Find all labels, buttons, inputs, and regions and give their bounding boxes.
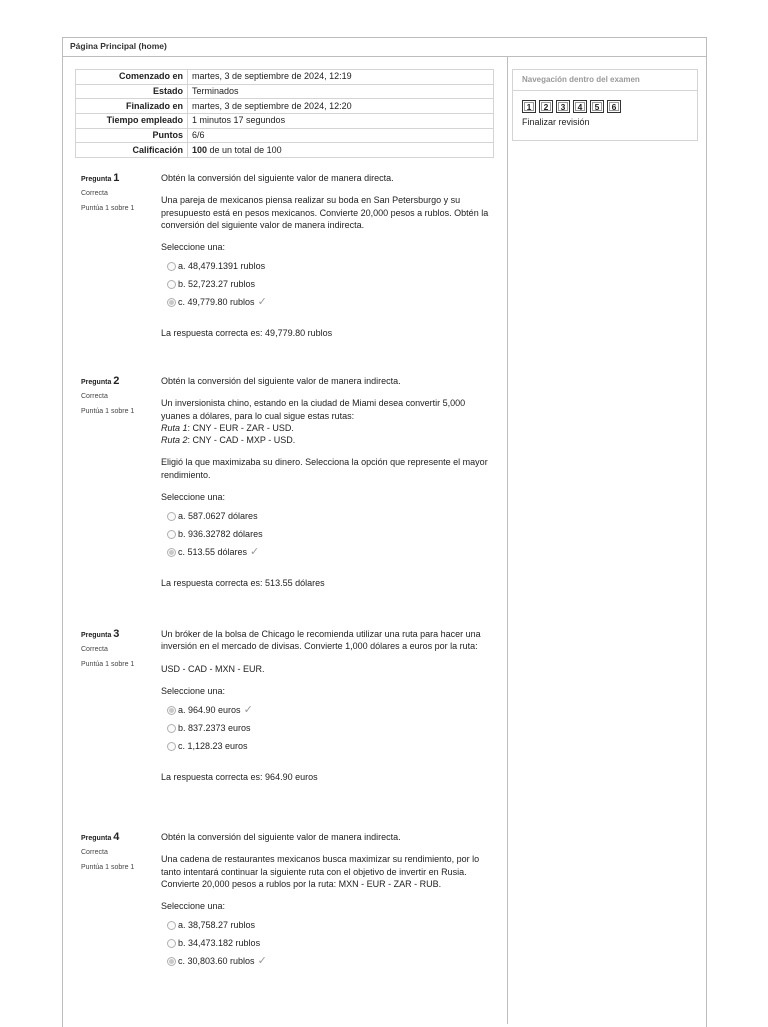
option-label: c. 513.55 dólares xyxy=(178,547,248,558)
summary-label: Finalizado en xyxy=(76,99,188,114)
question-state: Correcta xyxy=(81,190,108,197)
question-info xyxy=(81,628,159,668)
radio-icon[interactable] xyxy=(167,742,176,751)
question-number xyxy=(81,628,159,640)
question-number-value: 1 xyxy=(113,172,120,184)
summary-value: 1 minutos 17 segundos xyxy=(188,114,494,129)
option-label: c. 30,803.60 rublos xyxy=(178,956,255,967)
option-label: a. 587.0627 dólares xyxy=(178,511,258,522)
question-text: Obtén la conversión del siguiente valor de manera indirecta. xyxy=(161,376,401,386)
question-number xyxy=(81,831,159,843)
option-label: a. 38,758.27 rublos xyxy=(178,920,256,931)
radio-icon[interactable] xyxy=(167,939,176,948)
question-label: Pregunta xyxy=(81,379,112,386)
question-content xyxy=(161,375,491,590)
option-label: c. 49,779.80 rublos xyxy=(178,297,255,308)
answer-option[interactable] xyxy=(161,257,491,275)
nav-question-button[interactable]: 2 xyxy=(539,100,553,113)
question-content xyxy=(161,172,491,340)
question-text: Una pareja de mexicanos piensa realizar su boda en San Petersburgo y su presupuesto está en pesos mexicanos. Convierte 20,000 pesos a rublos. Obtén la conversión del siguiente valor de manera indirecta. xyxy=(161,195,489,230)
question-text: Un bróker de la bolsa de Chicago le recomienda utilizar una ruta para hacer una inversión en el mercado de divisas. Convierte 1,000 dólares a euros por la ruta: xyxy=(161,629,481,652)
option-label: b. 34,473.182 rublos xyxy=(178,938,261,949)
correct-answer: La respuesta correcta es: 49,779.80 rublos xyxy=(161,328,333,339)
question-text: Obtén la conversión del siguiente valor de manera directa. xyxy=(161,173,394,183)
option-label: c. 1,128.23 euros xyxy=(178,741,248,752)
correct-answer: La respuesta correcta es: 513.55 dólares xyxy=(161,578,325,589)
radio-icon[interactable] xyxy=(167,530,176,539)
question-grade: Puntúa 1 sobre 1 xyxy=(81,408,135,415)
question-content xyxy=(161,628,491,783)
quiz-navigation-block xyxy=(512,69,698,141)
route-text: : CNY - EUR - ZAR - USD. xyxy=(187,422,294,433)
radio-icon[interactable] xyxy=(167,724,176,733)
route-label: Ruta 1 xyxy=(161,422,188,433)
question-state: Correcta xyxy=(81,849,108,856)
summary-row xyxy=(76,70,494,85)
radio-icon[interactable] xyxy=(167,957,176,966)
summary-row xyxy=(76,99,494,114)
correct-answer: La respuesta correcta es: 964.90 euros xyxy=(161,772,318,783)
question-text: Eligió la que maximizaba su dinero. Selecciona la opción que represente el mayor rendimiento. xyxy=(161,457,488,480)
option-label: b. 837.2373 euros xyxy=(178,723,251,734)
summary-label: Tiempo empleado xyxy=(76,114,188,129)
question-grade: Puntúa 1 sobre 1 xyxy=(81,661,135,668)
question-text xyxy=(161,397,491,446)
question-label: Pregunta xyxy=(81,176,112,183)
question-state: Correcta xyxy=(81,646,108,653)
quiz-navigation-buttons xyxy=(522,100,621,113)
answer-option[interactable] xyxy=(161,275,491,293)
radio-icon[interactable] xyxy=(167,512,176,521)
radio-icon[interactable] xyxy=(167,298,176,307)
quiz-summary-table xyxy=(75,69,494,158)
summary-value xyxy=(188,143,494,158)
answer-option[interactable] xyxy=(161,952,491,970)
summary-row xyxy=(76,84,494,99)
select-prompt: Seleccione una: xyxy=(161,685,226,696)
answer-option[interactable] xyxy=(161,916,491,934)
breadcrumb[interactable]: Página Principal (home) xyxy=(70,41,167,51)
answer-option[interactable] xyxy=(161,719,491,737)
quiz-navigation-title: Navegación dentro del examen xyxy=(513,70,697,91)
checkmark-icon: ✓ xyxy=(257,955,267,968)
nav-question-button[interactable]: 3 xyxy=(556,100,570,113)
option-label: a. 964.90 euros xyxy=(178,705,241,716)
radio-icon[interactable] xyxy=(167,280,176,289)
nav-question-button[interactable]: 6 xyxy=(607,100,621,113)
checkmark-icon: ✓ xyxy=(243,704,253,717)
radio-icon[interactable] xyxy=(167,548,176,557)
question-number-value: 3 xyxy=(113,628,120,640)
summary-label: Comenzado en xyxy=(76,70,188,85)
question-grade: Puntúa 1 sobre 1 xyxy=(81,864,135,871)
summary-row xyxy=(76,128,494,143)
summary-label: Puntos xyxy=(76,128,188,143)
summary-value: Terminados xyxy=(188,84,494,99)
summary-value: martes, 3 de septiembre de 2024, 12:20 xyxy=(188,99,494,114)
select-prompt: Seleccione una: xyxy=(161,492,226,503)
checkmark-icon: ✓ xyxy=(257,296,267,309)
column-divider xyxy=(507,56,508,1024)
question-label: Pregunta xyxy=(81,835,112,842)
summary-row xyxy=(76,143,494,158)
summary-label: Calificación xyxy=(76,143,188,158)
answer-option[interactable] xyxy=(161,934,491,952)
question-info xyxy=(81,172,159,212)
answer-option[interactable] xyxy=(161,507,491,525)
grade-value: 100 xyxy=(192,144,208,155)
answer-option[interactable] xyxy=(161,737,491,755)
summary-value: martes, 3 de septiembre de 2024, 12:19 xyxy=(188,70,494,85)
checkmark-icon: ✓ xyxy=(250,546,260,559)
option-label: a. 48,479.1391 rublos xyxy=(178,261,266,272)
question-number-value: 4 xyxy=(113,831,120,843)
summary-label: Estado xyxy=(76,84,188,99)
question-state: Correcta xyxy=(81,393,108,400)
summary-value: 6/6 xyxy=(188,128,494,143)
route-text: : CNY - CAD - MXP - USD. xyxy=(187,435,296,446)
question-label: Pregunta xyxy=(81,632,112,639)
nav-question-button[interactable]: 4 xyxy=(573,100,587,113)
nav-question-button[interactable]: 5 xyxy=(590,100,604,113)
select-prompt: Seleccione una: xyxy=(161,242,226,253)
grade-total: de un total de 100 xyxy=(207,144,282,155)
divider xyxy=(62,56,707,57)
answer-option[interactable] xyxy=(161,543,491,561)
question-text: Una cadena de restaurantes mexicanos busca maximizar su rendimiento, por lo tanto intentará continuar la siguiente ruta con el objetivo de invertir en Rusia. Convierte 20,000 pesos a rublos por la ruta: MXN - EUR - ZAR - RUB. xyxy=(161,854,480,889)
option-label: b. 936.32782 dólares xyxy=(178,529,263,540)
question-number-value: 2 xyxy=(113,375,120,387)
question-info xyxy=(81,831,159,871)
question-number xyxy=(81,172,159,184)
answer-option[interactable] xyxy=(161,701,491,719)
option-label: b. 52,723.27 rublos xyxy=(178,279,256,290)
question-text: Obtén la conversión del siguiente valor de manera indirecta. xyxy=(161,832,401,842)
radio-icon[interactable] xyxy=(167,262,176,271)
radio-icon[interactable] xyxy=(167,706,176,715)
radio-icon[interactable] xyxy=(167,921,176,930)
question-number xyxy=(81,375,159,387)
question-text-intro: Un inversionista chino, estando en la ciudad de Miami desea convertir 5,000 yuanes a dólares, para lo cual sigue estas rutas: xyxy=(161,398,466,421)
question-text: USD - CAD - MXN - EUR. xyxy=(161,663,265,674)
question-grade: Puntúa 1 sobre 1 xyxy=(81,205,135,212)
question-content xyxy=(161,831,491,970)
finish-review-link[interactable]: Finalizar revisión xyxy=(522,117,590,127)
answer-option[interactable] xyxy=(161,525,491,543)
question-info xyxy=(81,375,159,415)
answer-option[interactable] xyxy=(161,293,491,311)
nav-question-button[interactable]: 1 xyxy=(522,100,536,113)
summary-row xyxy=(76,114,494,129)
route-label: Ruta 2 xyxy=(161,435,188,446)
select-prompt: Seleccione una: xyxy=(161,901,226,912)
